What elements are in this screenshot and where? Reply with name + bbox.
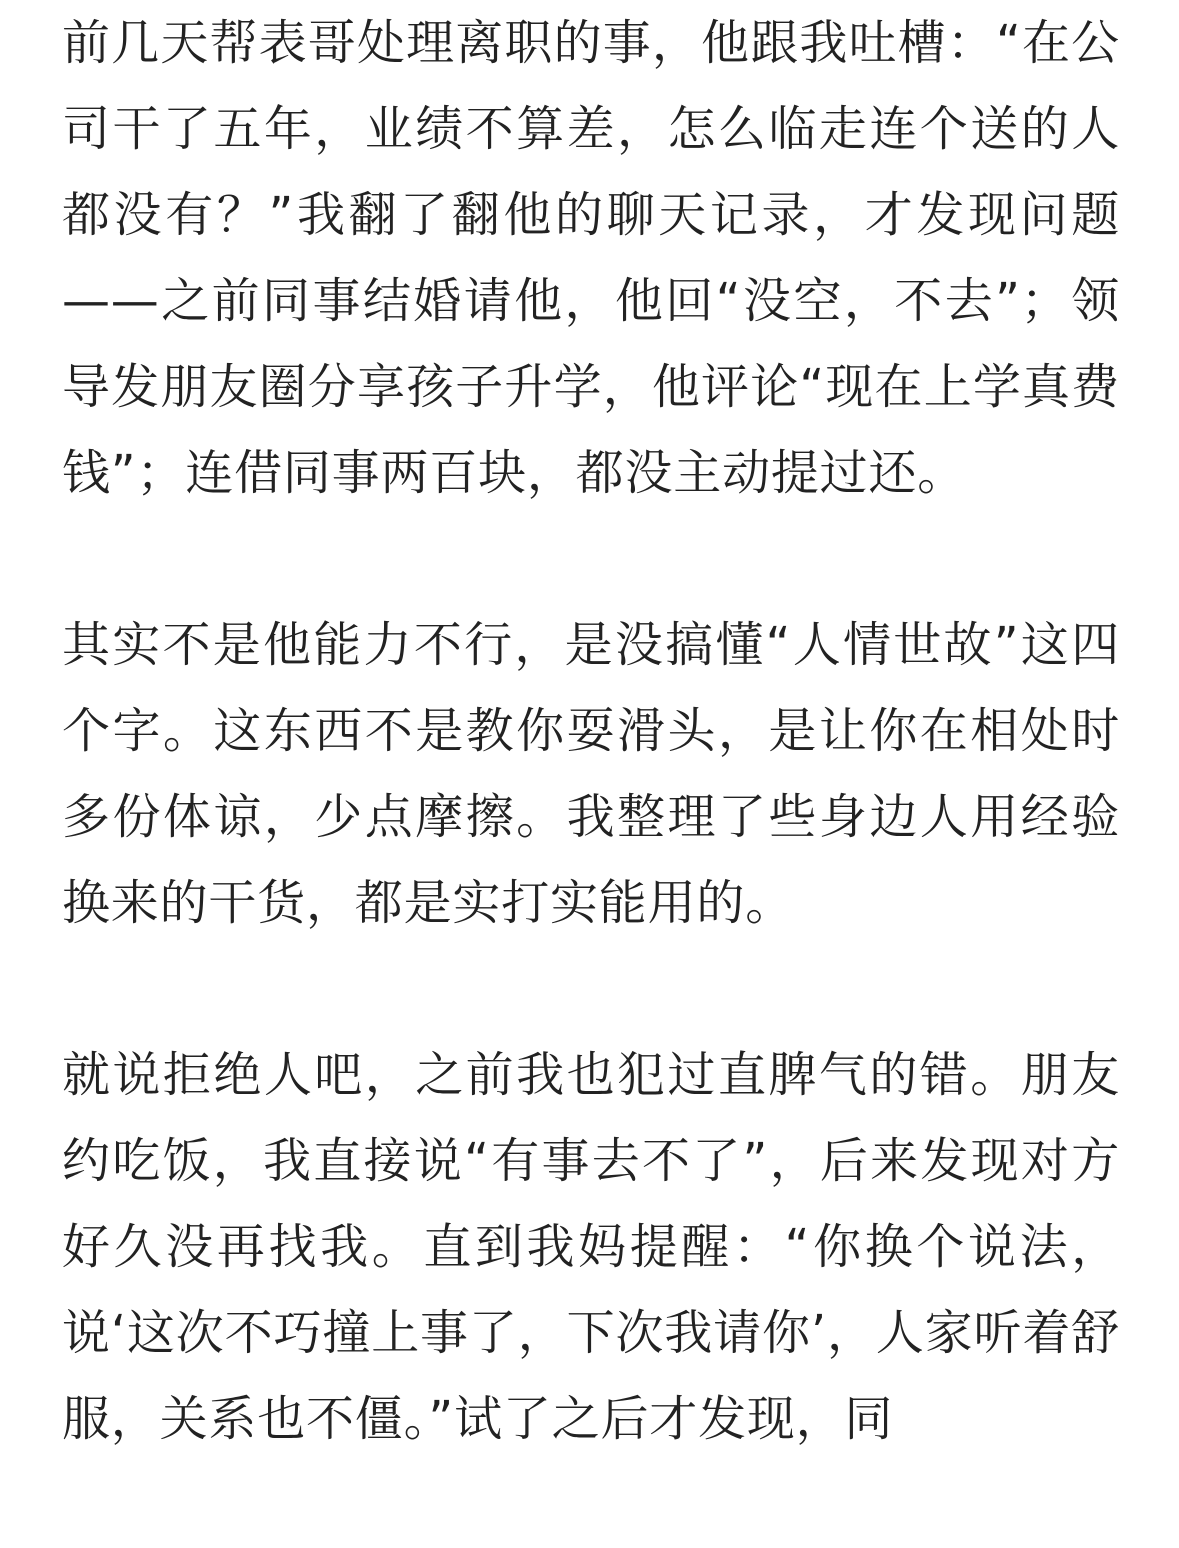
article-paragraph-1: 前几天帮表哥处理离职的事，他跟我吐槽：“在公司干了五年，业绩不算差，怎么临走连个送的人都没有？”我翻了翻他的聊天记录，才发现问题——之前同事结婚请他，他回“没空，不去”；领导发朋友圈分享孩子升学，他评论“现在上学真费钱”；连借同事两百块，都没主动提过还。: [62, 15, 1120, 501]
article-paragraph-3: 就说拒绝人吧，之前我也犯过直脾气的错。朋友约吃饭，我直接说“有事去不了”，后来发现对方好久没再找我。直到我妈提醒：“你换个说法，说‘这次不巧撞上事了，下次我请你’，人家听着舒服，关系也不僵。”试了之后才发现，同: [62, 1047, 1120, 1447]
article-body: [62, 0, 1120, 1548]
article-paragraph-2: 其实不是他能力不行，是没搞懂“人情世故”这四个字。这东西不是教你耍滑头，是让你在相处时多份体谅，少点摩擦。我整理了些身边人用经验换来的干货，都是实打实能用的。: [62, 617, 1120, 931]
